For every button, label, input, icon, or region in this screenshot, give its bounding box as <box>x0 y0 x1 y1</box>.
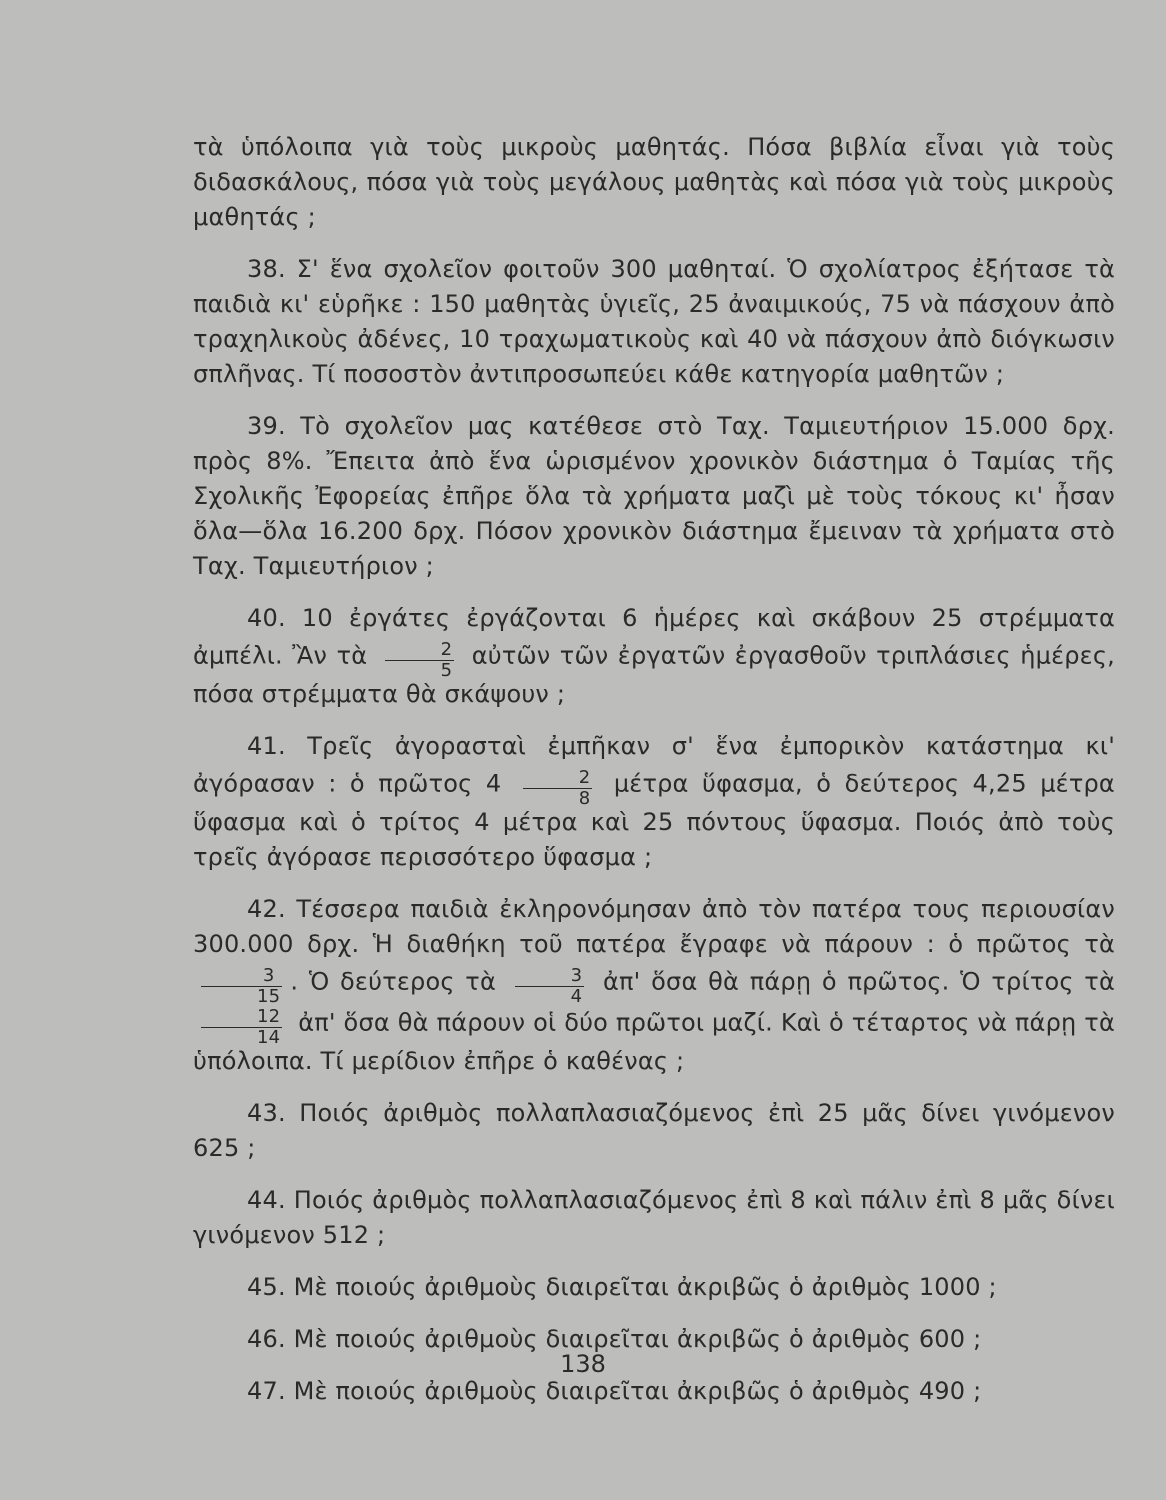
problem-43: 43. Ποιός ἀριθμὸς πολλαπλασιαζόμενος ἐπὶ 25 μᾶς δίνει γινόμενον 625 ; <box>193 1099 1115 1162</box>
problem-39: 39. Τὸ σχολεῖον μας κατέθεσε στὸ Ταχ. Ταμιευτήριον 15.000 δρχ. πρὸς 8%. Ἔπειτα ἀπὸ ἕνα ὡρισμένον χρονικὸν διάστημα ὁ Ταμίας τῆς Σχολικῆς Ἐφορείας ἐπῆρε ὅλα τὰ χρήματα μαζὶ μὲ τοὺς τόκους κι' ἦσαν ὅλα—ὅλα 16.200 δρχ. Πόσον χρονικὸν διάστημα ἔμειναν τὰ χρήματα στὸ Ταχ. Ταμιευτήριον ; <box>193 412 1115 580</box>
problem-42-text-d: ἀπ' ὅσα θὰ πάρουν οἱ δύο πρῶτοι μαζί. Καὶ ὁ τέταρτος νὰ πάρῃ τὰ ὑπόλοιπα. Τί μερίδιον ἐπῆρε ὁ καθένας ; <box>193 1008 1115 1075</box>
fraction-numerator: 12 <box>201 1007 282 1028</box>
fraction-three-fifteenths <box>201 966 282 1007</box>
problem-41-text-a: 41. Τρεῖς ἀγορασταὶ ἐμπῆκαν σ' ἕνα ἐμπορικὸν κατάστημα κι' ἀγόρασαν : ὁ πρῶτος 4 <box>193 732 1115 798</box>
problem-46: 46. Μὲ ποιούς ἀριθμοὺς διαιρεῖται ἀκριβῶς ὁ ἀριθμὸς 600 ; <box>247 1325 982 1353</box>
problem-42-text-c: ἀπ' ὅσα θὰ πάρῃ ὁ πρῶτος. Ὁ τρίτος τὰ <box>603 967 1115 996</box>
paragraph-37-continued: τὰ ὑπόλοιπα γιὰ τοὺς μικροὺς μαθητάς. Πόσα βιβλία εἶναι γιὰ τοὺς διδασκάλους, πόσα γιὰ τοὺς μεγάλους μαθητὰς καὶ πόσα γιὰ τοὺς μικροὺς μαθητάς ; <box>193 133 1115 231</box>
problem-40 <box>193 601 1115 712</box>
fraction-numerator: 3 <box>201 966 282 987</box>
fraction-denominator: 5 <box>440 660 453 681</box>
fraction-denominator: 15 <box>257 986 281 1007</box>
problem-45: 45. Μὲ ποιούς ἀριθμοὺς διαιρεῖται ἀκριβῶς ὁ ἀριθμὸς 1000 ; <box>247 1273 997 1301</box>
problem-42-text-b: . Ὁ δεύτερος τὰ <box>290 967 496 996</box>
problem-47: 47. Μὲ ποιούς ἀριθμοὺς διαιρεῖται ἀκριβῶς ὁ ἀριθμὸς 490 ; <box>247 1377 982 1405</box>
fraction-numerator: 2 <box>385 640 455 661</box>
fraction-two-eighths <box>523 768 593 809</box>
problem-42-text-a: 42. Τέσσερα παιδιὰ ἐκληρονόμησαν ἀπὸ τὸν πατέρα τους περιουσίαν 300.000 δρχ. Ἡ διαθήκη τοῦ πατέρα ἔγραφε νὰ πάρουν : ὁ πρῶτος τὰ <box>193 895 1115 958</box>
page-number: 138 <box>560 1350 606 1378</box>
problem-42 <box>193 892 1115 1079</box>
problem-38: 38. Σ' ἕνα σχολεῖον φοιτοῦν 300 μαθηταί. Ὁ σχολίατρος ἐξήτασε τὰ παιδιὰ κι' εὑρῆκε : 150 μαθητὰς ὑγιεῖς, 25 ἀναιμικούς, 75 νὰ πάσχουν ἀπὸ τραχηλικοὺς ἀδένες, 10 τραχωματικοὺς καὶ 40 νὰ πάσχουν ἀπὸ διόγκωσιν σπλῆνας. Τί ποσοστὸν ἀντιπροσωπεύει κάθε κατηγορία μαθητῶν ; <box>193 255 1115 388</box>
fraction-denominator: 4 <box>570 986 583 1007</box>
fraction-denominator: 8 <box>578 788 591 809</box>
problem-41 <box>193 729 1115 875</box>
fraction-twelve-fourteenths <box>201 1007 282 1048</box>
fraction-numerator: 2 <box>523 768 593 789</box>
fraction-numerator: 3 <box>515 966 585 987</box>
fraction-three-fourths <box>515 966 585 1007</box>
fraction-denominator: 14 <box>257 1027 281 1048</box>
problem-44: 44. Ποιός ἀριθμὸς πολλαπλασιαζόμενος ἐπὶ 8 καὶ πάλιν ἐπὶ 8 μᾶς δίνει γινόμενον 512 ; <box>193 1186 1115 1249</box>
problem-40-text-b: αὐτῶν τῶν ἐργατῶν ἐργασθοῦν τριπλάσιες ἡμέρες, πόσα στρέμματα θὰ σκάψουν ; <box>193 641 1115 708</box>
problem-40-text-a: 40. 10 ἐργάτες ἐργάζονται 6 ἡμέρες καὶ σκάβουν 25 στρέμματα ἀμπέλι. Ἂν τὰ <box>193 604 1115 670</box>
problem-41-text-b: μέτρα ὕφασμα, ὁ δεύτερος 4,25 μέτρα ὕφασμα καὶ ὁ τρίτος 4 μέτρα καὶ 25 πόντους ὕφασμα. Ποιός ἀπὸ τοὺς τρεῖς ἀγόρασε περισσότερο ὕφασμα ; <box>193 769 1115 871</box>
page-text <box>193 130 1115 1426</box>
fraction-two-fifths <box>385 640 455 681</box>
